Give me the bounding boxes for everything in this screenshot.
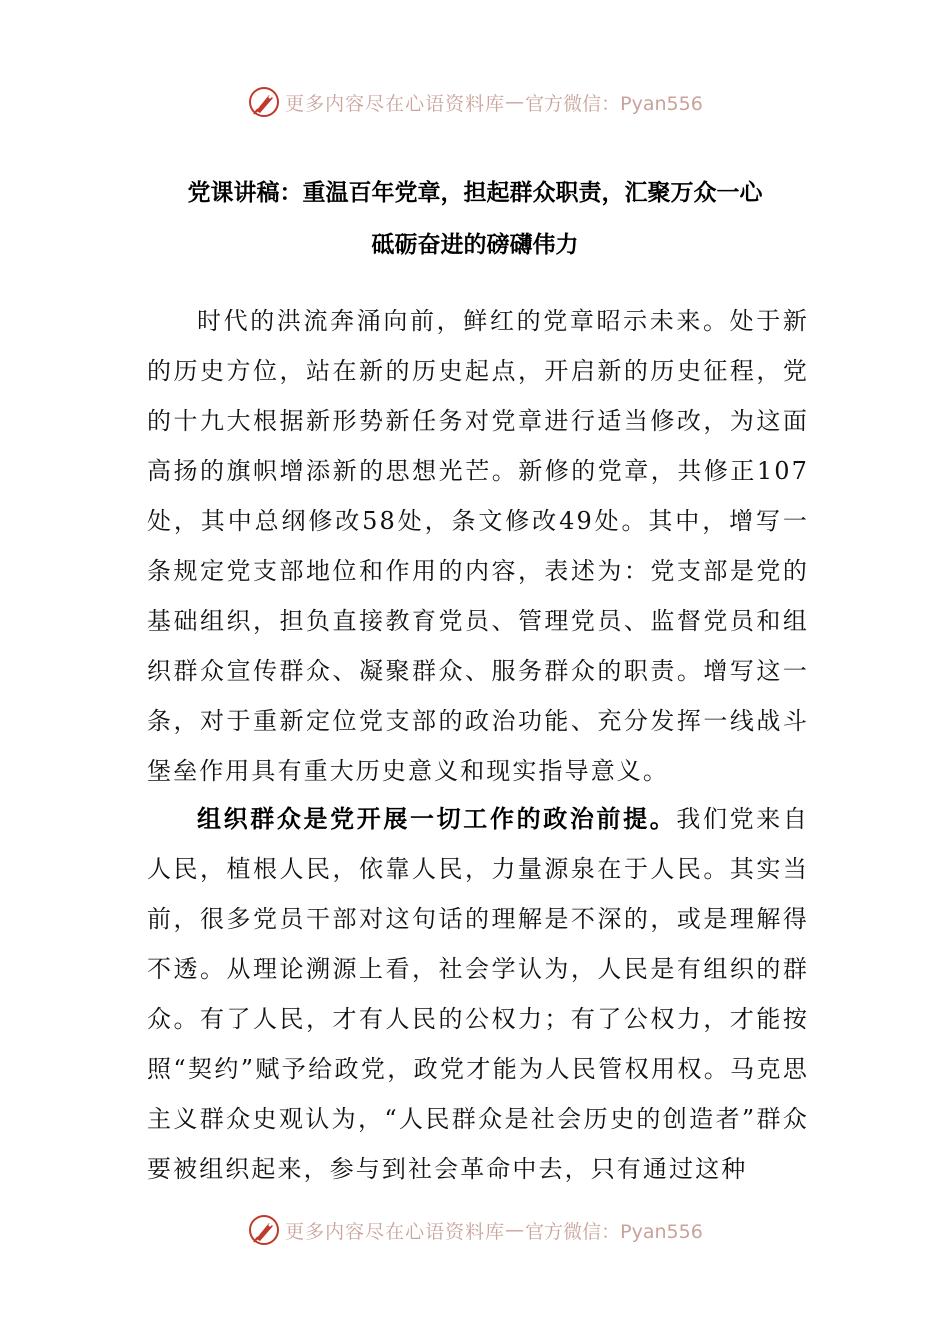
- watermark-wechat-text: 官方微信：Pyan556: [525, 1220, 703, 1243]
- document-title-line-2: 砥砺奋进的磅礴伟力: [371, 232, 579, 258]
- body-section-1: [147, 296, 809, 796]
- header-watermark-banner: [0, 82, 950, 122]
- watermark-dash: —: [505, 1219, 526, 1241]
- footer-watermark-banner: [0, 1210, 950, 1250]
- watermark-wechat-text: 官方微信：Pyan556: [525, 92, 703, 115]
- document-title-line-1: 党课讲稿：重温百年党章，担起群众职责，汇聚万众一心: [187, 180, 763, 206]
- body-section-2: [147, 794, 809, 1194]
- pen-nib-logo-icon: [247, 1213, 281, 1247]
- watermark-brand-text: 更多内容尽在心语资料库: [285, 1220, 506, 1243]
- watermark-dash: —: [505, 91, 526, 113]
- paragraph-1: 时代的洪流奔涌向前，鲜红的党章昭示未来。处于新的历史方位，站在新的历史起点，开启新的历史征程，党的十九大根据新形势新任务对党章进行适当修改，为这面高扬的旗帜增添新的思想光芒。新修的党章，共修正107处，其中总纲修改58处，条文修改49处。其中，增写一条规定党支部地位和作用的内容，表述为：党支部是党的基础组织，担负直接教育党员、管理党员、监督党员和组织群众宣传群众、凝聚群众、服务群众的职责。增写这一条，对于重新定位党支部的政治功能、充分发挥一线战斗堡垒作用具有重大历史意义和现实指导意义。: [147, 307, 809, 785]
- watermark-brand-text: 更多内容尽在心语资料库: [285, 92, 506, 115]
- pen-nib-logo-icon: [247, 85, 281, 119]
- paragraph-2-lead-bold: 组织群众是党开展一切工作的政治前提。: [197, 804, 677, 833]
- paragraph-2: [147, 794, 809, 1194]
- paragraph-2-text: 我们党来自人民，植根人民，依靠人民，力量源泉在于人民。其实当前，很多党员干部对这句话的理解是不深的，或是理解得不透。从理论溯源上看，社会学认为，人民是有组织的群众。有了人民，才有人民的公权力；有了公权力，才能按照“契约”赋予给政党，政党才能为人民管权用权。马克思主义群众史观认为，“人民群众是社会历史的创造者”群众要被组织起来，参与到社会革命中去，只有通过这种: [147, 805, 809, 1183]
